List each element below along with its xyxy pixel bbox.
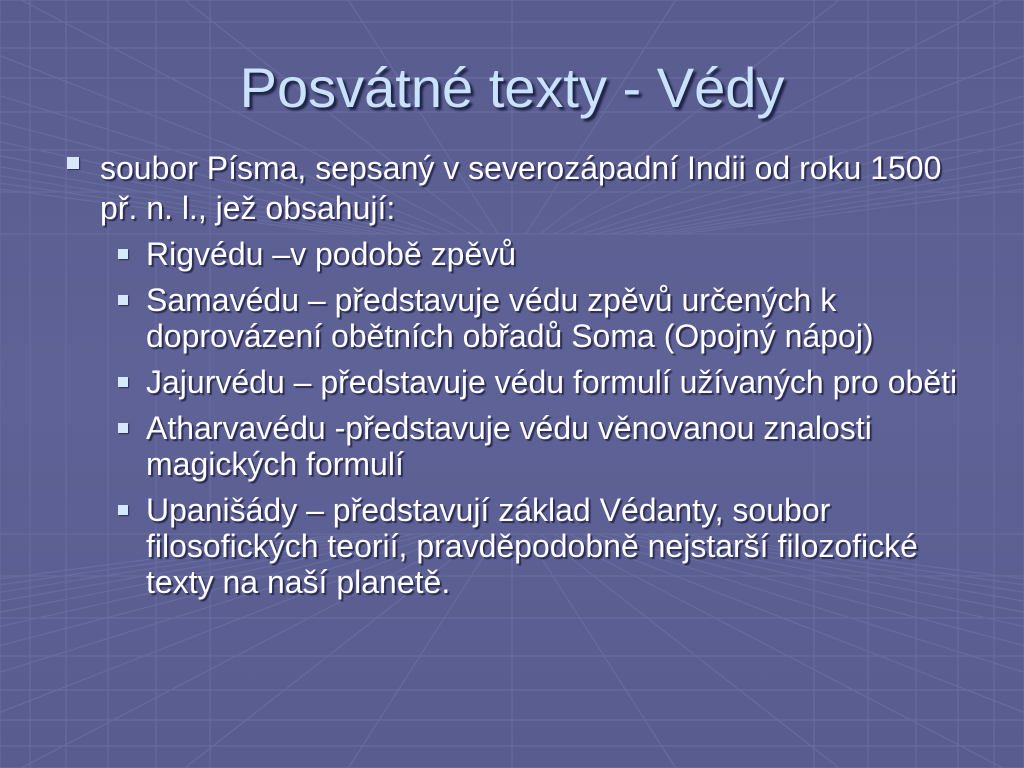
bullet-list	[64, 148, 984, 610]
sub-bullet-text: Rigvédu –v podobě zpěvů	[146, 236, 517, 272]
sub-bullet-text: Atharvavédu -představuje védu věnovanou znalosti magických formulí	[146, 410, 872, 482]
main-bullet-text: soubor Písma, sepsaný v severozápadní Indii od roku 1500 př. n. l., jež obsahují:	[100, 150, 942, 226]
sub-bullet-item	[146, 364, 984, 400]
main-bullet-item	[64, 148, 984, 228]
sub-bullet-item	[146, 282, 984, 354]
sub-bullet-text: Upanišády – představují základ Védanty, soubor filosofických teorií, pravděpodobně nejstarší filozofické texty na naší planetě.	[146, 492, 918, 600]
square-bullet-icon	[118, 423, 128, 433]
sub-bullets-container	[64, 236, 984, 600]
square-bullet-icon	[118, 377, 128, 387]
square-bullet-icon	[118, 249, 128, 259]
sub-bullet-text: Samavédu – představuje védu zpěvů určených k doprovázení obětních obřadů Soma (Opojný nápoj)	[146, 282, 874, 354]
sub-bullet-item	[146, 492, 984, 600]
sub-bullet-item	[146, 236, 984, 272]
sub-bullet-text: Jajurvédu – představuje védu formulí užívaných pro oběti	[146, 364, 958, 400]
slide-title: Posvátné texty - Védy	[239, 56, 785, 119]
sub-bullet-list	[64, 236, 984, 600]
square-bullet-icon	[118, 295, 128, 305]
square-bullet-icon	[118, 505, 128, 515]
square-bullet-icon	[67, 157, 79, 169]
sub-bullet-item	[146, 410, 984, 482]
